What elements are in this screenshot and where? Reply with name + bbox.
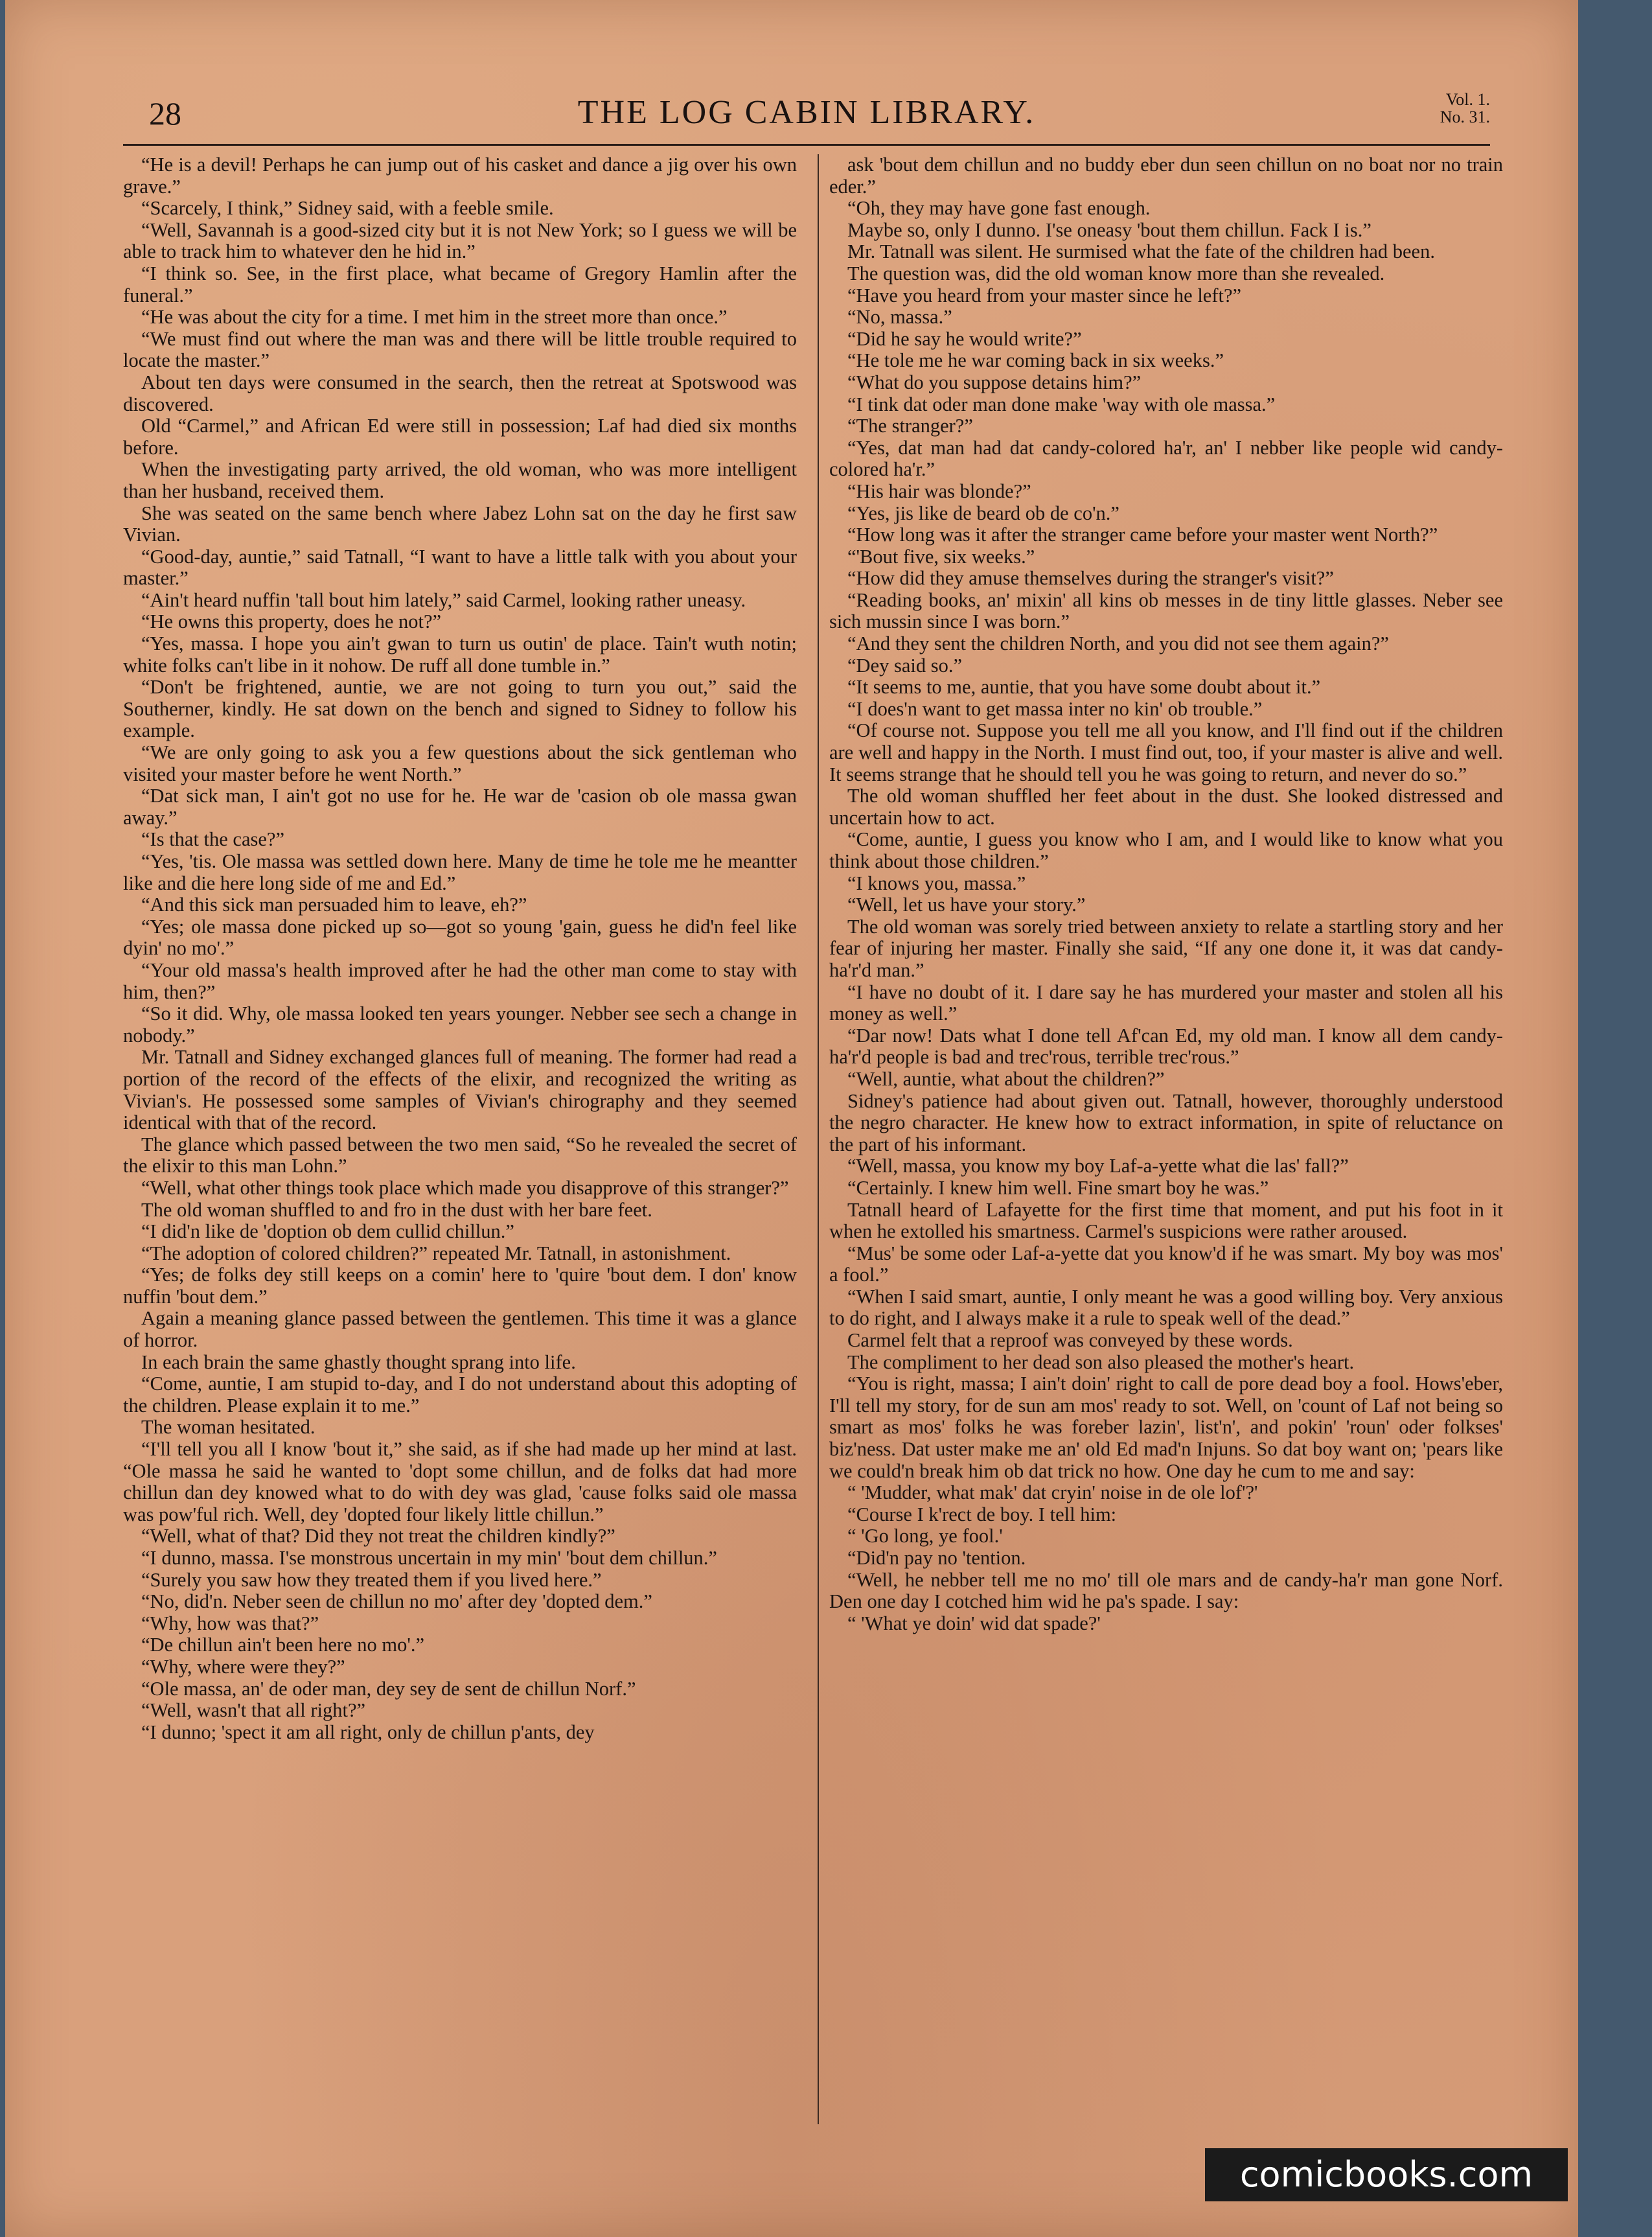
paragraph: “Well, Savannah is a good-sized city but it is not New York; so I guess we will be able to track him to whatever den he hid in.” [123,218,797,263]
paragraph: “I tink dat oder man done make 'way with ole massa.” [847,393,1276,415]
paragraph: “What do you suppose detains him?” [847,371,1141,393]
paragraph: “Did'n pay no 'tention. [847,1547,1026,1569]
paragraph: “I did'n like de 'doption ob dem cullid chillun.” [141,1220,514,1243]
paragraph: “Yes, jis like de beard ob de co'n.” [847,502,1119,524]
paragraph: “He tole me he war coming back in six weeks.” [847,349,1224,372]
paragraph: “Scarcely, I think,” Sidney said, with a feeble smile. [141,197,554,220]
paragraph: “Well, what other things took place which made you disapprove of this stranger?” [141,1176,789,1199]
paragraph: “Good-day, auntie,” said Tatnall, “I want to have a little talk with you about your master.” [123,545,797,590]
page [5,0,1578,2237]
volume-label: Vol. 1. [1445,90,1490,109]
paragraph: “I think so. See, in the first place, what became of Gregory Hamlin after the funeral.” [123,262,797,307]
paragraph: The old woman was sorely tried between anxiety to relate a startling story and her fear of injuring her master. Finally she said, “If any one done it, it was dat candy-ha'r'd man.” [829,915,1503,981]
paragraph: The glance which passed between the two men said, “So he revealed the secret of the elixir to this man Lohn.” [123,1133,797,1177]
paragraph: Sidney's patience had about given out. Tatnall, however, thoroughly understood the negro character. He knew how to extract information, in spite of reluctance on the part of his informant. [829,1089,1503,1155]
paragraph: When the investigating party arrived, the old woman, who was more intelligent than her husband, received them. [123,458,797,502]
paragraph: “Well, what of that? Did they not treat the children kindly?” [141,1525,615,1547]
paragraph: “It seems to me, auntie, that you have some doubt about it.” [847,676,1321,699]
paragraph: The woman hesitated. [141,1416,315,1439]
paragraph: “He is a devil! Perhaps he can jump out of his casket and dance a jig over his own grave.” [123,154,797,198]
page-number: 28 [149,95,181,132]
paragraph: Tatnall heard of Lafayette for the first time that moment, and put his foot in it when he extolled his smartness. Carmel's suspicions were rather aroused. [829,1198,1503,1243]
paragraph: “Yes, dat man had dat candy-colored ha'r, an' I nebber like people wid candy-colored ha'r.” [829,436,1503,481]
paragraph: “I does'n want to get massa inter no kin' ob trouble.” [847,697,1263,720]
paragraph: “'Bout five, six weeks.” [847,545,1035,568]
paragraph: “Well, wasn't that all right?” [141,1699,366,1722]
paragraph: “Dat sick man, I ain't got no use for he. He war de 'casion ob ole massa gwan away.” [123,785,797,829]
paragraph: “Certainly. I knew him well. Fine smart boy he was.” [847,1176,1269,1199]
page-header [123,91,1490,141]
paragraph: “How long was it after the stranger came before your master went North?” [847,524,1438,546]
paragraph: “I knows you, massa.” [847,872,1026,894]
paragraph: “The adoption of colored children?” repeated Mr. Tatnall, in astonishment. [141,1242,731,1264]
paragraph: “Come, auntie, I guess you know who I am, and I would like to know what you think about those children.” [829,828,1503,872]
paragraph: “Course I k'rect de boy. I tell him: [847,1503,1117,1525]
header-rule [123,144,1490,146]
paragraph: “Ain't heard nuffin 'tall bout him lately,” said Carmel, looking rather uneasy. [141,588,746,611]
paragraph: “Yes, massa. I hope you ain't gwan to turn us outin' de place. Tain't wuth notin; white folks can't libe in it nohow. De ruff all done tumble in.” [123,632,797,677]
paragraph: Mr. Tatnall and Sidney exchanged glances full of meaning. The former had read a portion of the record of the effects of the elixir, and recognized the writing as Vivian's. He possessed some samples of Vivian's chirography and they seemed identical with that of the record. [123,1046,797,1134]
left-column [123,154,797,2124]
paragraph: “Dey said so.” [847,654,963,677]
paragraph: “When I said smart, auntie, I only meant he was a good willing boy. Very anxious to do right, and I always make it a rule to speak well of the dead.” [829,1285,1503,1330]
paragraph: About ten days were consumed in the search, then the retreat at Spotswood was discovered. [123,371,797,415]
paragraph: “ 'Mudder, what mak' dat cryin' noise in de ole lof'?' [847,1481,1258,1504]
paragraph: “And they sent the children North, and you did not see them again?” [847,632,1389,655]
watermark-logo: comicbooks.com [1205,2148,1568,2201]
paragraph: Again a meaning glance passed between the gentlemen. This time it was a glance of horror. [123,1307,797,1352]
issue-number: No. 31. [1440,108,1490,126]
paragraph: ask 'bout dem chillun and no buddy eber dun seen chillun on no boat nor no train eder.” [829,154,1503,198]
paragraph: “We are only going to ask you a few questions about the sick gentleman who visited your master before he went North.” [123,741,797,785]
paragraph: “He owns this property, does he not?” [141,610,442,633]
paragraph: “Well, massa, you know my boy Laf-a-yette what die las' fall?” [847,1155,1349,1177]
paragraph: “Why, where were they?” [141,1655,345,1678]
paragraph: In each brain the same ghastly thought sprang into life. [141,1350,576,1373]
paragraph: Old “Carmel,” and African Ed were still in possession; Laf had died six months before. [123,415,797,459]
paragraph: “He was about the city for a time. I met him in the street more than once.” [141,306,728,329]
paragraph: “I have no doubt of it. I dare say he has murdered your master and stolen all his money as well.” [829,980,1503,1025]
paragraph: The old woman shuffled her feet about in the dust. She looked distressed and uncertain how to act. [829,785,1503,829]
column-divider [818,154,819,2124]
paragraph: “Well, let us have your story.” [847,894,1086,916]
paragraph: “I dunno; 'spect it am all right, only de chillun p'ants, dey [141,1721,595,1743]
paragraph: “No, massa.” [847,306,952,329]
paragraph: “De chillun ain't been here no mo'.” [141,1634,424,1656]
paragraph: “Well, he nebber tell me no mo' till ole mars and de candy-ha'r man gone Norf. Den one day I cotched him wid he pa's spade. I say: [829,1568,1503,1613]
paragraph: “Come, auntie, I am stupid to-day, and I do not understand about this adopting of the children. Please explain it to me.” [123,1373,797,1417]
paragraph: “Mus' be some oder Laf-a-yette dat you know'd if he was smart. My boy was mos' a fool.” [829,1242,1503,1286]
paragraph: “I'll tell you all I know 'bout it,” she said, as if she had made up her mind at last. “Ole massa he said he wanted to 'dopt some chillun, and de folks dat had more chillun dan dey knowed what to do with dey was glad, 'cause folks said ole massa was pow'ful rich. Well, dey 'dopted four likely little chillun.” [123,1438,797,1525]
paragraph: Mr. Tatnall was silent. He surmised what the fate of the children had been. [847,240,1435,263]
paragraph: “No, did'n. Neber seen de chillun no mo' after dey 'dopted dem.” [141,1590,652,1613]
paragraph: “Is that the case?” [141,828,284,851]
paragraph: “Yes; ole massa done picked up so—got so young 'gain, guess he did'n feel like dyin' no mo'.” [123,915,797,960]
paragraph: “I dunno, massa. I'se monstrous uncertain in my min' 'bout dem chillun.” [141,1547,717,1569]
paragraph: “And this sick man persuaded him to leave, eh?” [141,894,527,916]
paragraph: Carmel felt that a reproof was conveyed by these words. [847,1329,1293,1352]
paragraph: “Reading books, an' mixin' all kins ob messes in de tiny little glasses. Neber see sich mussin since I was born.” [829,588,1503,633]
paragraph: “Well, auntie, what about the children?” [847,1067,1165,1090]
paragraph: “Did he say he would write?” [847,327,1082,350]
paragraph: “Why, how was that?” [141,1612,319,1634]
paragraph: “Your old massa's health improved after he had the other man come to stay with him, then?” [123,958,797,1003]
paragraph: “Surely you saw how they treated them if you lived here.” [141,1568,602,1591]
paragraph: “His hair was blonde?” [847,480,1031,502]
paragraph: “You is right, massa; I ain't doin' right to call de pore dead boy a fool. Hows'eber, I'll tell my story, for de sun am mos' ready to sot. Well, on 'count of Laf not being so smart as mos' folks he was foreber lazin', list'n', and pokin' 'roun' oder folkses' biz'ness. Dat uster make me an' old Ed mad'n Injuns. So dat boy want on; 'pears like we could'n break him ob dat trick no how. One day he cum to me and say: [829,1373,1503,1482]
paragraph: “Yes, 'tis. Ole massa was settled down here. Many de time he tole me he meantter like and die here long side of me and Ed.” [123,850,797,894]
paragraph: “ 'Go long, ye fool.' [847,1525,1003,1547]
paragraph: Maybe so, only I dunno. I'se oneasy 'bout them chillun. Fack I is.” [847,218,1371,241]
paragraph: “Of course not. Suppose you tell me all you know, and I'll find out if the children are well and happy in the North. I must find out, too, if your master is alive and well. It seems strange that he should tell you he was going to return, and never do so.” [829,719,1503,785]
paragraph: “ 'What ye doin' wid dat spade?' [847,1612,1101,1634]
paragraph: The question was, did the old woman know more than she revealed. [847,262,1385,284]
paragraph: She was seated on the same bench where Jabez Lohn sat on the day he first saw Vivian. [123,502,797,546]
paragraph: “So it did. Why, ole massa looked ten years younger. Nebber see sech a change in nobody.” [123,1003,797,1047]
paragraph: The old woman shuffled to and fro in the dust with her bare feet. [141,1198,652,1221]
paragraph: “Ole massa, an' de oder man, dey sey de sent de chillun Norf.” [141,1677,636,1700]
paragraph: “We must find out where the man was and there will be little trouble required to locate the master.” [123,327,797,372]
paragraph: “Dar now! Dats what I done tell Af'can Ed, my old man. I know all dem candy-ha'r'd people is bad and trec'rous, terrible trec'rous.” [829,1024,1503,1069]
paragraph: “Don't be frightened, auntie, we are not going to turn you out,” said the Southerner, kindly. He sat down on the bench and signed to Sidney to follow his example. [123,676,797,742]
paragraph: “Yes; de folks dey still keeps on a comin' here to 'quire 'bout dem. I don' know nuffin 'bout dem.” [123,1264,797,1308]
paragraph: “Have you heard from your master since he left?” [847,284,1242,307]
right-column [829,154,1503,2124]
paragraph: “The stranger?” [847,415,973,437]
paragraph: “How did they amuse themselves during the stranger's visit?” [847,567,1334,590]
paragraph: “Oh, they may have gone fast enough. [847,197,1151,220]
paragraph: The compliment to her dead son also pleased the mother's heart. [847,1350,1355,1373]
running-title: THE LOG CABIN LIBRARY. [577,94,1036,131]
volume-info [1440,91,1490,126]
